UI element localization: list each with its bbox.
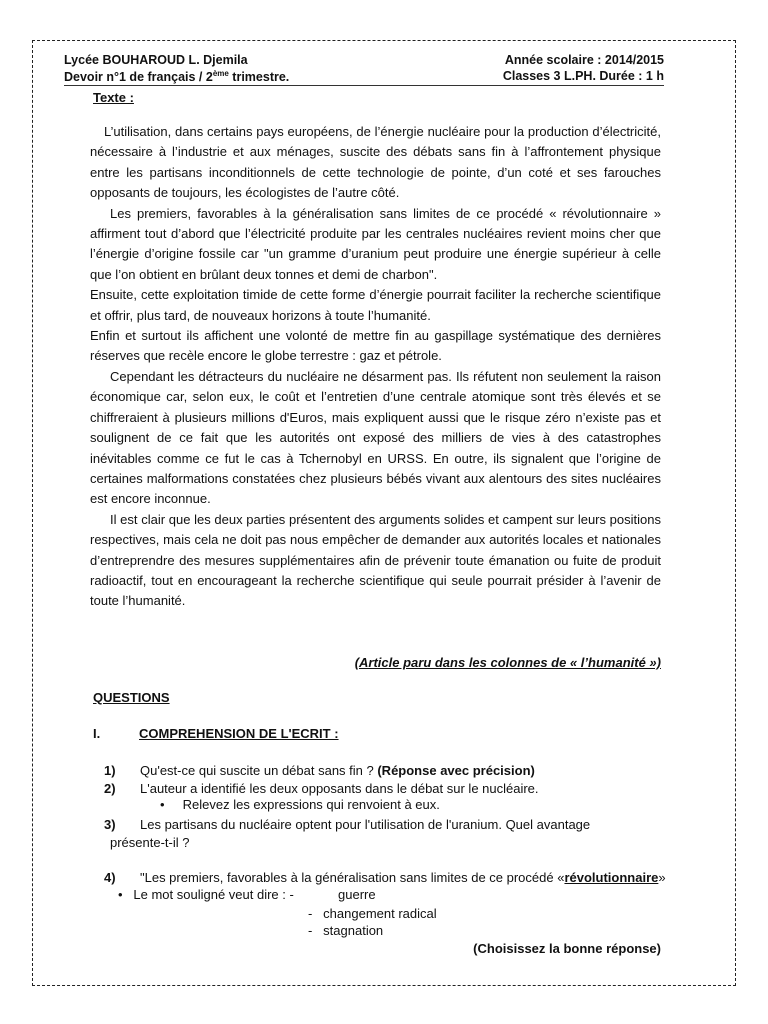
school-year: Année scolaire : 2014/2015 bbox=[504, 53, 664, 67]
bullet-icon: • bbox=[160, 797, 183, 812]
paragraph-1: L’utilisation, dans certains pays européens, de l’énergie nucléaire pour la production d’électricité, nécessaire à l’industrie et aux ménages, suscite des débats sans fin à l’affrontement physique entre les partisans inconditionnels de cette technologie de pointe, d’un coté et ses farouches opposants de toujours, les écologistes de l’autre côté. bbox=[90, 124, 661, 201]
texte-label: Texte : bbox=[93, 90, 134, 105]
paragraph-6: Il est clair que les deux parties présentent des arguments solides et campent sur leurs positions respectives, mais cela ne doit pas nous empêcher de demander aux autorités locales et nationales d’entreprendre des mesures supplémentaires afin de prévenir toute émanation ou fuite de produit radioactif, tout en encourageant la recherche scientifique qui seule pourrait présider à l’avenir de toute l’humanité. bbox=[90, 511, 661, 609]
option-3: - stagnation bbox=[308, 923, 384, 938]
question-3: 3) Les partisans du nucléaire optent pour l'utilisation de l'uranium. Quel avantage bbox=[104, 817, 591, 832]
classes-duration: Classes 3 L.PH. Durée : 1 h bbox=[502, 69, 664, 83]
meaning-prompt: • Le mot souligné veut dire : - bbox=[118, 887, 294, 902]
header-row-1 bbox=[64, 53, 664, 67]
paragraph-4: Enfin et surtout ils affichent une volonté de mettre fin au gaspillage systématique des dernières réserves que recèle encore le globe terrestre : gaz et pétrole. bbox=[90, 328, 661, 364]
option-2: - changement radical bbox=[308, 906, 437, 921]
question-2-bullet: • Relevez les expressions qui renvoient à eux. bbox=[160, 797, 440, 812]
bullet-icon: • bbox=[118, 887, 134, 902]
choose-instruction: (Choisissez la bonne réponse) bbox=[473, 941, 661, 956]
school-name: Lycée BOUHAROUD L. Djemila bbox=[64, 53, 248, 67]
question-1: 1) Qu'est-ce qui suscite un débat sans fin ? (Réponse avec précision) bbox=[104, 763, 535, 778]
question-4: 4) "Les premiers, favorables à la généralisation sans limites de ce procédé «révolutionnaire» bbox=[104, 870, 666, 885]
paragraph-5: Cependant les détracteurs du nucléaire ne désarment pas. Ils réfutent non seulement la raison économique car, selon eux, le coût et l’entretien d’une centrale atomique sont très élevés et se chiffreraient à plusieurs millions d'Euros, mais expliquent aussi que le risque zéro n’existe pas et soulignent de ce fait que les autorités ont exposé des milliers de vies à des catastrophes inévitables comme ce fut le cas à Tchernobyl en URSS. En outre, ils signalent que l’origine de certaines malformations constatées chez plusieurs bébés vivant aux alentours des sites nucléaires est encore inconnue. bbox=[90, 368, 661, 507]
header-row-2 bbox=[64, 69, 664, 86]
paragraph-3: Ensuite, cette exploitation timide de cette forme d’énergie pourrait faciliter la recherche scientifique et offrir, plus tard, de nouveaux horizons à toute l’humanité. bbox=[90, 287, 661, 323]
paragraph-2: Les premiers, favorables à la généralisation sans limites de ce procédé « révolutionnaire » affirment tout d’abord que l’électricité produite par les centrales nucléaires revient moins cher que l’énergie d’origine fossile car "un gramme d’uranium peut produire une énergie supérieur à celle que l’on obtient en brûlant deux tonnes et demi de charbon". bbox=[90, 205, 661, 282]
section-comprehension bbox=[93, 726, 339, 741]
questions-title: QUESTIONS bbox=[93, 690, 170, 705]
section-title: COMPREHENSION DE L'ECRIT : bbox=[139, 726, 339, 741]
article-text bbox=[90, 122, 661, 612]
article-source: (Article paru dans les colonnes de « l’humanité ») bbox=[354, 655, 661, 670]
question-3-continued: présente-t-il ? bbox=[110, 835, 190, 850]
question-2: 2) L'auteur a identifié les deux opposants dans le débat sur le nucléaire. bbox=[104, 781, 539, 796]
assignment-title: Devoir n°1 de français / 2ème trimestre. bbox=[64, 69, 290, 85]
option-1: guerre bbox=[338, 887, 376, 902]
section-number: I. bbox=[93, 726, 101, 741]
